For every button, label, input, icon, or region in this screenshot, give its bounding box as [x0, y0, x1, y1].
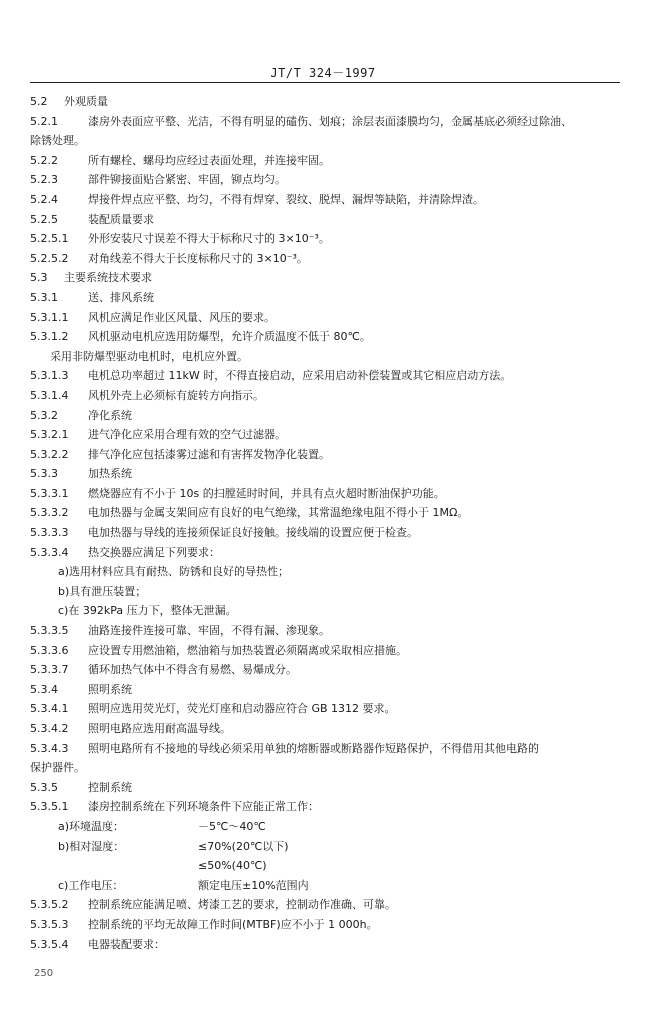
clause-number: 5.2.5.2	[30, 251, 69, 265]
clause-number: 5.2.5	[30, 212, 58, 226]
text-line	[30, 347, 620, 367]
clause-number: 5.3.1.3	[30, 369, 69, 383]
text-line	[30, 523, 620, 543]
clause-number: 5.3.1.4	[30, 388, 69, 402]
text-line	[30, 249, 620, 269]
clause-number: 5.3.3.5	[30, 624, 69, 638]
text-line	[30, 170, 620, 190]
clause-number: 5.3.4.3	[30, 741, 69, 755]
clause-number: 5.3.2	[30, 408, 58, 422]
clause-text: 电机总功率超过 11kW 时，不得直接启动，应采用启动补偿装置或其它相应启动方法。	[88, 369, 512, 383]
clause-number: 5.3.4.1	[30, 702, 69, 716]
clause-number: 5.3.1.2	[30, 330, 69, 344]
clause-text: 进气净化应采用合理有效的空气过滤器。	[88, 428, 286, 442]
clause-text: 装配质量要求	[88, 212, 154, 226]
text-line	[30, 503, 620, 523]
text-line	[30, 131, 620, 151]
clause-number: 5.2.4	[30, 192, 58, 206]
clause-text: 电器装配要求：	[88, 937, 165, 951]
env-condition-row	[30, 837, 620, 857]
text-line	[30, 151, 620, 171]
text-line	[30, 386, 620, 406]
env-condition-value: ≤50%(40℃)	[198, 859, 267, 873]
env-condition-label: a)环境温度：	[58, 819, 125, 833]
clause-text: 控制系统应能满足喷、烤漆工艺的要求，控制动作准确、可靠。	[88, 898, 396, 912]
env-condition-row	[30, 856, 620, 876]
clause-number: 5.2.1	[30, 114, 58, 128]
clause-number: 5.3	[30, 271, 48, 285]
clause-text: b)具有泄压装置；	[58, 584, 147, 598]
text-line	[30, 327, 620, 347]
text-line	[30, 562, 620, 582]
clause-text: 照明电路应选用耐高温导线。	[88, 722, 231, 735]
text-line	[30, 445, 620, 465]
text-line	[30, 582, 620, 602]
clause-number: 5.3.5.3	[30, 917, 69, 931]
clause-number: 5.3.5	[30, 780, 58, 794]
clause-text: 循环加热气体中不得含有易燃、易爆成分。	[88, 663, 297, 677]
text-line	[30, 935, 620, 955]
clause-text: 照明系统	[88, 682, 132, 696]
text-line	[30, 641, 620, 661]
env-condition-label: b)相对湿度：	[58, 839, 125, 853]
clause-text: c)在 392kPa 压力下，整体无泄漏。	[58, 604, 237, 618]
clause-text: 所有螺栓、螺母均应经过表面处理，并连接牢固。	[88, 153, 330, 167]
text-line	[30, 406, 620, 426]
clause-text: 风机应满足作业区风量、风压的要求。	[88, 310, 275, 324]
clause-text: 加热系统	[88, 467, 132, 481]
text-line	[30, 268, 620, 288]
clause-text: 电加热器与金属支架间应有良好的电气绝缘，其常温绝缘电阻不得小于 1MΩ。	[88, 506, 469, 520]
clause-number: 5.3.5.1	[30, 800, 69, 814]
clause-text: 控制系统	[88, 780, 132, 794]
clause-text: 漆房控制系统在下列环境条件下应能正常工作：	[88, 800, 319, 814]
text-line	[30, 601, 620, 621]
clause-text: 风机驱动电机应选用防爆型，允许介质温度不低于 80℃。	[88, 330, 371, 344]
clause-number: 5.3.5.4	[30, 937, 69, 951]
clause-number: 5.2.3	[30, 173, 58, 187]
clause-number: 5.3.4.2	[30, 722, 69, 735]
clause-text: 部件铆接面贴合紧密、牢固，铆点均匀。	[88, 173, 286, 187]
text-line	[30, 484, 620, 504]
clause-text: 应设置专用燃油箱，燃油箱与加热装置必须隔离或采取相应措施。	[88, 643, 407, 657]
clause-number: 5.3.3.7	[30, 663, 69, 677]
text-line	[30, 719, 620, 739]
clause-number: 5.3.3.2	[30, 506, 69, 520]
clause-number: 5.3.3.4	[30, 545, 69, 559]
clause-text: 照明电路所有不接地的导线必须采用单独的熔断器或断路器作短路保护，不得借用其他电路的	[88, 741, 539, 755]
clause-text: 控制系统的平均无故障工作时间(MTBF)应不小于 1 000h。	[88, 917, 378, 931]
text-line	[30, 92, 620, 112]
clause-text: 风机外壳上必须标有旋转方向指示。	[88, 388, 264, 402]
text-line	[30, 660, 620, 680]
running-header: JT/T 324－1997	[270, 66, 376, 80]
env-condition-value: －5℃～40℃	[198, 819, 266, 833]
clause-text: 油路连接件连接可靠、牢固，不得有漏、渗现象。	[88, 624, 330, 638]
text-line	[30, 797, 620, 817]
clause-text: 对角线差不得大于长度标称尺寸的 3×10⁻³。	[88, 251, 308, 265]
text-line	[30, 680, 620, 700]
clause-number: 5.3.1	[30, 290, 58, 304]
text-line	[30, 190, 620, 210]
clause-number: 5.2.5.1	[30, 232, 69, 246]
clause-text: 热交换器应满足下列要求：	[88, 545, 220, 559]
env-condition-value: 额定电压±10%范围内	[198, 878, 309, 892]
clause-number: 5.3.2.2	[30, 447, 69, 461]
text-line	[30, 543, 620, 563]
clause-number: 5.3.1.1	[30, 310, 69, 324]
clause-number: 5.2	[30, 95, 48, 108]
clause-text: 排气净化应包括漆雾过滤和有害挥发物净化装置。	[88, 447, 330, 461]
text-line	[30, 210, 620, 230]
text-line	[30, 112, 620, 132]
text-line	[30, 621, 620, 641]
clause-text: 净化系统	[88, 408, 132, 422]
env-condition-row	[30, 876, 620, 896]
clause-number: 5.3.3.1	[30, 486, 69, 500]
clause-text: 外观质量	[64, 95, 108, 108]
clause-number: 5.3.3	[30, 467, 58, 481]
page-number: 250	[34, 968, 54, 979]
clause-text: 保护器件。	[30, 761, 85, 775]
text-line	[30, 366, 620, 386]
clause-number: 5.3.5.2	[30, 898, 69, 912]
text-line	[30, 464, 620, 484]
clause-text: 除锈处理。	[30, 134, 85, 148]
text-line	[30, 425, 620, 445]
clause-text: 照明应选用荧光灯，荧光灯座和启动器应符合 GB 1312 要求。	[88, 702, 396, 716]
text-line	[30, 308, 620, 328]
env-condition-value: ≤70%(20℃以下)	[198, 839, 289, 853]
text-line	[30, 778, 620, 798]
text-line	[30, 758, 620, 778]
clause-text: 外形安装尺寸误差不得大于标称尺寸的 3×10⁻³。	[88, 232, 330, 246]
clause-number: 5.3.4	[30, 682, 58, 696]
clause-number: 5.3.3.6	[30, 643, 69, 657]
clause-number: 5.3.3.3	[30, 526, 69, 540]
document-body	[30, 92, 620, 954]
text-line	[30, 915, 620, 935]
env-condition-row	[30, 817, 620, 837]
text-line	[30, 699, 620, 719]
clause-text: 漆房外表面应平整、光洁，不得有明显的磕伤、划痕；涂层表面漆膜均匀，金属基底必须经过除油、	[88, 114, 572, 128]
env-condition-label: c)工作电压：	[58, 878, 124, 892]
clause-text: 燃烧器应有不小于 10s 的扫膛延时时间，并具有点火超时断油保护功能。	[88, 486, 445, 500]
clause-text: 焊接件焊点应平整、均匀，不得有焊穿、裂纹、脱焊、漏焊等缺陷，并清除焊渣。	[88, 192, 484, 206]
text-line	[30, 288, 620, 308]
text-line	[30, 895, 620, 915]
clause-text: 送、排风系统	[88, 290, 154, 304]
clause-text: 电加热器与导线的连接须保证良好接触。接线端的设置应便于检查。	[88, 526, 418, 540]
clause-number: 5.3.2.1	[30, 428, 69, 442]
clause-text: 采用非防爆型驱动电机时，电机应外置。	[50, 349, 248, 363]
text-line	[30, 229, 620, 249]
clause-text: 主要系统技术要求	[64, 271, 152, 285]
clause-number: 5.2.2	[30, 153, 58, 167]
env-condition-label	[58, 856, 198, 876]
text-line	[30, 739, 620, 759]
clause-text: a)选用材料应具有耐热、防锈和良好的导热性；	[58, 565, 290, 579]
header-rule	[30, 82, 620, 83]
